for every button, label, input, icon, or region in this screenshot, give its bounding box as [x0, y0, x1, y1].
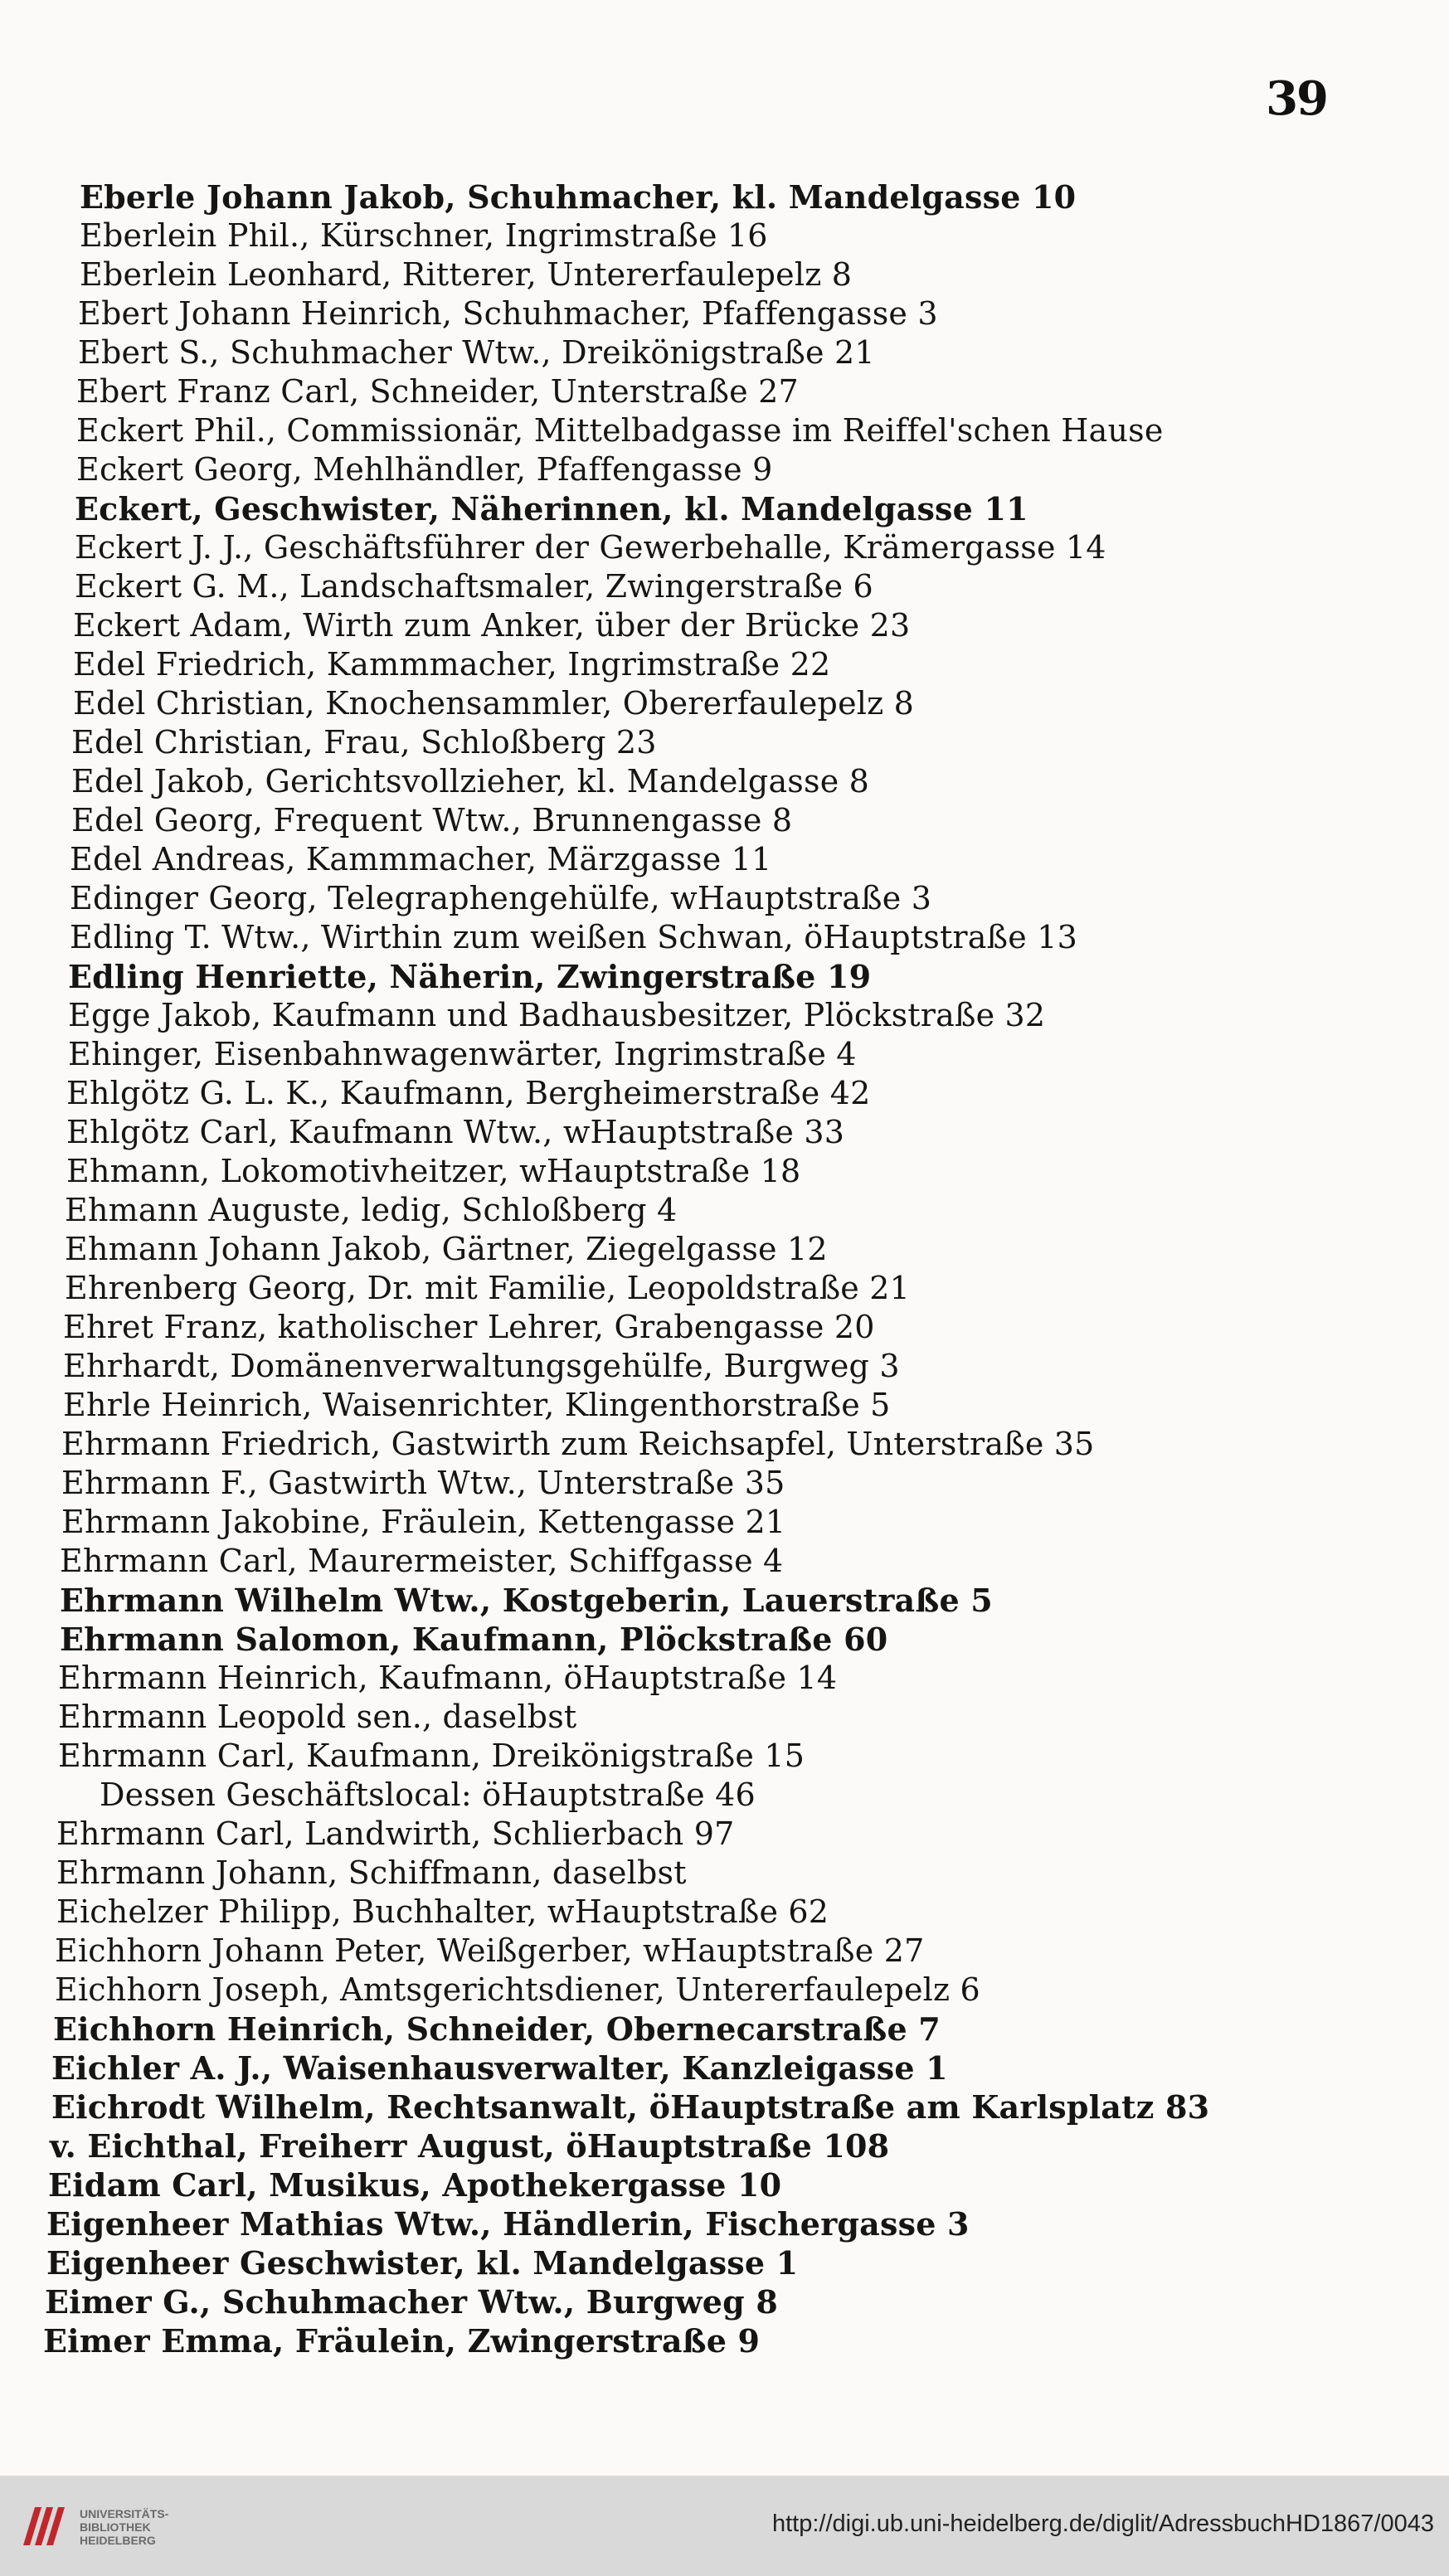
directory-entry: Ehinger, Eisenbahnwagenwärter, Ingrimstraße 4 — [68, 1036, 857, 1072]
directory-entry: Edel Jakob, Gerichtsvollzieher, kl. Mandelgasse 8 — [71, 763, 870, 800]
source-url-link[interactable]: http://digi.ub.uni-heidelberg.de/diglit/AdressbuchHD1867/0043 — [771, 2510, 1434, 2537]
directory-entry: Ehmann Auguste, ledig, Schloßberg 4 — [65, 1192, 678, 1228]
directory-entry-continuation: Dessen Geschäftslocal: öHauptstraße 46 — [100, 1776, 756, 1813]
directory-entry: Edel Andreas, Kammmacher, Märzgasse 11 — [70, 841, 772, 877]
directory-entry: Eichhorn Joseph, Amtsgerichtsdiener, Untererfaulepelz 6 — [55, 1971, 980, 2008]
logo-line: BIBLIOTHEK — [80, 2520, 151, 2534]
directory-entry: Eichhorn Johann Peter, Weißgerber, wHauptstraße 27 — [55, 1932, 925, 1969]
directory-entry: Ehrle Heinrich, Waisenrichter, Klingenthorstraße 5 — [63, 1387, 891, 1423]
directory-entry: Ebert Franz Carl, Schneider, Unterstraße 27 — [76, 373, 799, 410]
directory-entry: Ehrmann Carl, Kaufmann, Dreikönigstraße 15 — [58, 1738, 805, 1774]
directory-entry: Edel Christian, Frau, Schloßberg 23 — [71, 724, 657, 761]
directory-entry: Eckert G. M., Landschaftsmaler, Zwingerstraße 6 — [75, 568, 873, 605]
directory-entry: Ehmann Johann Jakob, Gärtner, Ziegelgasse 12 — [65, 1231, 828, 1267]
directory-entry: Eberlein Leonhard, Ritterer, Untererfaulepelz 8 — [80, 256, 853, 293]
directory-entry: Ebert Johann Heinrich, Schuhmacher, Pfaffengasse 3 — [78, 295, 938, 332]
directory-entry: Eigenheer Geschwister, kl. Mandelgasse 1 — [46, 2244, 799, 2282]
directory-entry: Edling T. Wtw., Wirthin zum weißen Schwan, öHauptstraße 13 — [70, 919, 1077, 955]
directory-entry: Ehrmann Wilhelm Wtw., Kostgeberin, Lauerstraße 5 — [60, 1582, 993, 1619]
logo-line: UNIVERSITÄTS- — [80, 2507, 169, 2520]
directory-entry: Ehrmann Salomon, Kaufmann, Plöckstraße 60 — [60, 1621, 888, 1658]
directory-entry: Eckert Phil., Commissionär, Mittelbadgasse im Reiffel'schen Hause — [76, 412, 1164, 449]
directory-entry: Ehmann, Lokomotivheitzer, wHauptstraße 18 — [66, 1153, 801, 1189]
directory-entry: Ehrmann Johann, Schiffmann, daselbst — [56, 1854, 687, 1891]
directory-entry: Eckert Adam, Wirth zum Anker, über der Brücke 23 — [73, 607, 911, 644]
directory-entry: Eckert, Geschwister, Näherinnen, kl. Mandelgasse 11 — [75, 490, 1028, 527]
directory-entry: Ebert S., Schuhmacher Wtw., Dreikönigstraße 21 — [78, 334, 875, 371]
page-number: 39 — [1266, 71, 1327, 126]
directory-entry: Ehret Franz, katholischer Lehrer, Grabengasse 20 — [63, 1309, 875, 1345]
directory-entry: Ehrmann Carl, Landwirth, Schlierbach 97 — [56, 1815, 735, 1852]
directory-entry: Eigenheer Mathias Wtw., Händlerin, Fischergasse 3 — [46, 2205, 970, 2243]
university-library-logo-text — [80, 2507, 168, 2547]
directory-entry: Ehrhardt, Domänenverwaltungsgehülfe, Burgweg 3 — [63, 1348, 900, 1384]
directory-entry: Eichler A. J., Waisenhausverwalter, Kanzleigasse 1 — [51, 2049, 948, 2087]
university-library-logo-icon — [17, 2501, 68, 2552]
directory-entry: Eimer Emma, Fräulein, Zwingerstraße 9 — [43, 2322, 761, 2360]
directory-entry: Ehrmann Jakobine, Fräulein, Kettengasse 21 — [61, 1504, 786, 1540]
directory-entry: Edel Friedrich, Kammmacher, Ingrimstraße 22 — [73, 646, 831, 683]
directory-entry: Edel Georg, Frequent Wtw., Brunnengasse 8 — [71, 802, 793, 838]
directory-entry: Edel Christian, Knochensammler, Obererfaulepelz 8 — [73, 685, 914, 722]
directory-entry: Eimer G., Schuhmacher Wtw., Burgweg 8 — [45, 2283, 778, 2321]
directory-entry: Eckert J. J., Geschäftsführer der Gewerbehalle, Krämergasse 14 — [75, 529, 1106, 566]
logo-line: HEIDELBERG — [80, 2534, 156, 2547]
directory-entry: Eckert Georg, Mehlhändler, Pfaffengasse 9 — [76, 451, 773, 488]
directory-entry: Ehrenberg Georg, Dr. mit Familie, Leopoldstraße 21 — [65, 1270, 911, 1306]
directory-entry: Eberle Johann Jakob, Schuhmacher, kl. Mandelgasse 10 — [80, 178, 1077, 216]
viewer-footer — [0, 2476, 1449, 2576]
directory-entry: v. Eichthal, Freiherr August, öHauptstraße 108 — [50, 2127, 890, 2165]
directory-entry: Ehlgötz G. L. K., Kaufmann, Bergheimerstraße 42 — [66, 1075, 871, 1111]
directory-entry: Eidam Carl, Musikus, Apothekergasse 10 — [48, 2166, 782, 2204]
directory-entry: Ehrmann Carl, Maurermeister, Schiffgasse 4 — [60, 1543, 784, 1579]
directory-entry: Eichrodt Wilhelm, Rechtsanwalt, öHauptstraße am Karlsplatz 83 — [51, 2088, 1210, 2126]
directory-entry: Ehlgötz Carl, Kaufmann Wtw., wHauptstraße 33 — [66, 1114, 845, 1150]
directory-entry: Egge Jakob, Kaufmann und Badhausbesitzer, Plöckstraße 32 — [68, 997, 1046, 1033]
directory-entry: Eichelzer Philipp, Buchhalter, wHauptstraße 62 — [56, 1893, 829, 1930]
directory-entry: Ehrmann Friedrich, Gastwirth zum Reichsapfel, Unterstraße 35 — [61, 1426, 1095, 1462]
directory-entry: Edinger Georg, Telegraphengehülfe, wHauptstraße 3 — [70, 880, 932, 916]
directory-entry: Ehrmann F., Gastwirth Wtw., Unterstraße 35 — [61, 1465, 785, 1501]
directory-entry: Ehrmann Heinrich, Kaufmann, öHauptstraße 14 — [58, 1660, 838, 1696]
directory-entry: Ehrmann Leopold sen., daselbst — [58, 1699, 577, 1735]
directory-entry: Eichhorn Heinrich, Schneider, Obernecarstraße 7 — [53, 2010, 941, 2048]
directory-entry: Eberlein Phil., Kürschner, Ingrimstraße 16 — [80, 217, 768, 254]
directory-entry: Edling Henriette, Näherin, Zwingerstraße 19 — [68, 958, 872, 995]
